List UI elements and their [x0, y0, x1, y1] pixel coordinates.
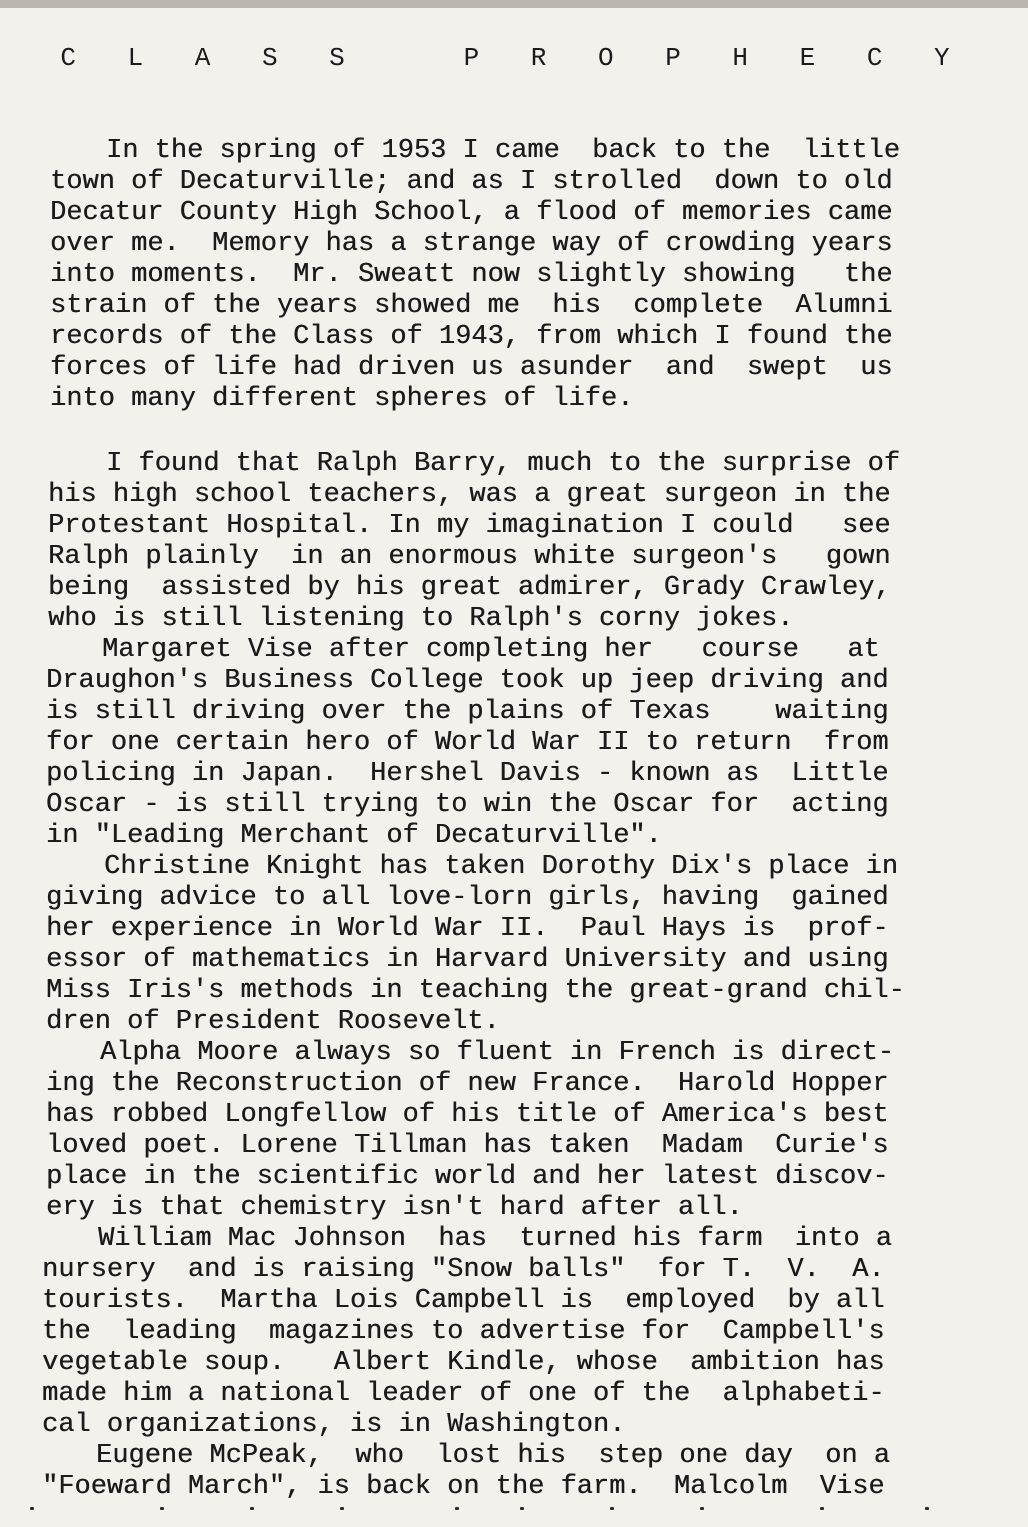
body-line-22: in "Leading Merchant of Decaturville". — [46, 821, 662, 851]
mark-5 — [455, 1507, 459, 1510]
body-line-23: Christine Knight has taken Dorothy Dix's place in — [104, 852, 898, 882]
body-line-17: Draughon's Business College took up jeep driving and — [46, 666, 889, 696]
body-line-18: is still driving over the plains of Texas waiting — [46, 697, 889, 727]
body-line-41: cal organizations, is in Washington. — [42, 1410, 626, 1440]
mark-2 — [160, 1507, 164, 1510]
body-line-10: I found that Ralph Barry, much to the surprise of — [106, 449, 900, 479]
body-line-33: place in the scientific world and her latest discov- — [46, 1162, 889, 1192]
body-line-12: Protestant Hospital. In my imagination I could see — [48, 511, 891, 541]
body-line-20: policing in Japan. Hershel Davis - known as Little — [46, 759, 889, 789]
body-line-06: strain of the years showed me his complete Alumni — [50, 291, 893, 321]
body-line-14: being assisted by his great admirer, Grady Crawley, — [48, 573, 891, 603]
body-line-31: has robbed Longfellow of his title of America's best — [46, 1100, 889, 1130]
body-line-03: Decatur County High School, a flood of memories came — [50, 198, 893, 228]
body-line-01: In the spring of 1953 I came back to the little — [106, 136, 900, 166]
page-title: C L A S S P R O P H E C Y — [60, 43, 968, 73]
mark-9 — [820, 1507, 824, 1510]
body-line-05: into moments. Mr. Sweatt now slightly showing the — [50, 260, 893, 290]
mark-1 — [30, 1507, 34, 1510]
mark-4 — [340, 1507, 344, 1510]
scan-edge — [0, 0, 1028, 8]
mark-8 — [700, 1507, 704, 1510]
body-line-19: for one certain hero of World War II to return from — [46, 728, 889, 758]
body-line-24: giving advice to all love-lorn girls, having gained — [46, 883, 889, 913]
body-line-26: essor of mathematics in Harvard University and using — [46, 945, 889, 975]
body-line-28: dren of President Roosevelt. — [46, 1007, 500, 1037]
body-line-16: Margaret Vise after completing her course at — [102, 635, 880, 665]
body-line-30: ing the Reconstruction of new France. Harold Hopper — [46, 1069, 889, 1099]
body-line-43: "Foeward March", is back on the farm. Malcolm Vise — [42, 1472, 885, 1502]
body-line-08: forces of life had driven us asunder and swept us — [50, 353, 893, 383]
body-line-32: loved poet. Lorene Tillman has taken Madam Curie's — [46, 1131, 889, 1161]
body-line-27: Miss Iris's methods in teaching the great-grand chil- — [46, 976, 905, 1006]
body-line-09: into many different spheres of life. — [50, 384, 634, 414]
mark-7 — [610, 1507, 614, 1510]
body-line-42: Eugene McPeak, who lost his step one day on a — [96, 1441, 890, 1471]
body-line-25: her experience in World War II. Paul Hays is prof- — [46, 914, 889, 944]
body-line-21: Oscar - is still trying to win the Oscar for acting — [46, 790, 889, 820]
body-line-40: made him a national leader of one of the alphabeti- — [42, 1379, 885, 1409]
cut-off-next-line-marks — [0, 1507, 1028, 1519]
body-line-34: ery is that chemistry isn't hard after all. — [46, 1193, 743, 1223]
body-line-04: over me. Memory has a strange way of crowding years — [50, 229, 893, 259]
body-line-11: his high school teachers, was a great surgeon in the — [48, 480, 891, 510]
body-line-15: who is still listening to Ralph's corny jokes. — [48, 604, 794, 634]
body-line-13: Ralph plainly in an enormous white surgeon's gown — [48, 542, 891, 572]
body-line-07: records of the Class of 1943, from which I found the — [50, 322, 893, 352]
body-line-29: Alpha Moore always so fluent in French is direct- — [100, 1038, 894, 1068]
body-line-35: William Mac Johnson has turned his farm into a — [98, 1224, 892, 1254]
mark-6 — [520, 1507, 524, 1510]
body-line-37: tourists. Martha Lois Campbell is employed by all — [42, 1286, 885, 1316]
body-line-38: the leading magazines to advertise for Campbell's — [42, 1317, 885, 1347]
mark-3 — [250, 1507, 254, 1510]
body-line-02: town of Decaturville; and as I strolled down to old — [50, 167, 893, 197]
body-line-36: nursery and is raising "Snow balls" for T. V. A. — [42, 1255, 885, 1285]
body-line-39: vegetable soup. Albert Kindle, whose ambition has — [42, 1348, 885, 1378]
mark-10 — [925, 1507, 929, 1510]
